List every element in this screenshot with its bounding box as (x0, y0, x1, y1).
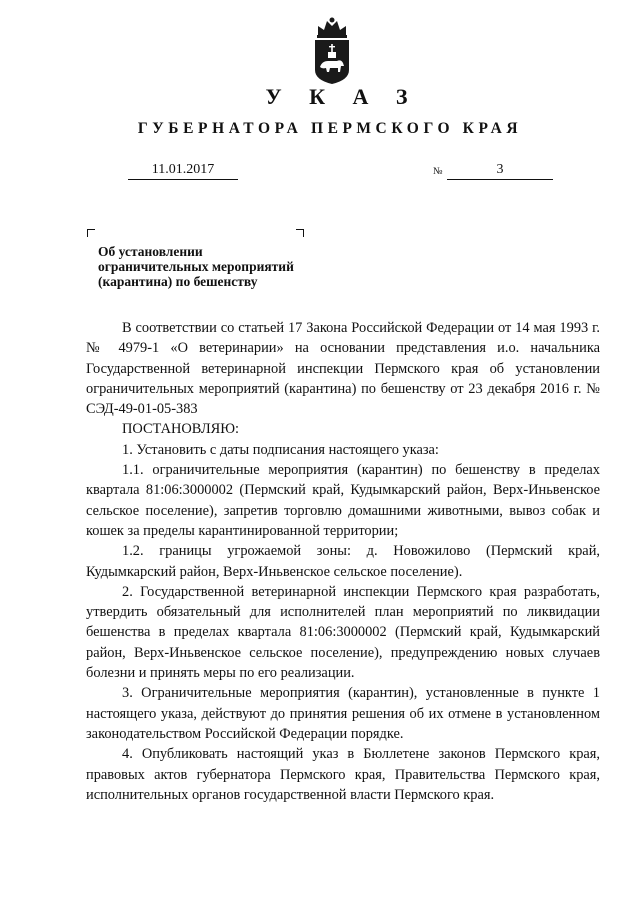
clause-1-2: 1.2. границы угрожаемой зоны: д. Новожилово (Пермский край, Кудымкарский район, Верх-Иньвенское сельское поселение). (86, 543, 600, 580)
heading-line: (карантина) по бешенству (98, 274, 258, 289)
preamble-paragraph: В соответствии со статьей 17 Закона Российской Федерации от 14 мая 1993 г. № 4979-1 «О ветеринарии» на основании представления и.о. начальника Государственной ветеринарной инспекции Пермского края об установлении ограничительных мероприятий (карантина) по бешенству от 23 декабря 2016 г. № СЭД-49-01-05-383 (86, 320, 600, 418)
decree-word: ПОСТАНОВЛЯЮ: (122, 421, 240, 438)
heading-line: ограничительных мероприятий (98, 259, 294, 274)
clause-1: 1. Установить с даты подписания настоящего указа: (122, 441, 439, 458)
heading-bracket-left (87, 229, 95, 237)
decree-heading (98, 244, 358, 289)
clause-4: 4. Опубликовать настоящий указ в Бюллетене законов Пермского края, правовых актов губернатора Пермского края, Правительства Пермского края, исполнительных органов государственной власти Пермского края. (86, 746, 600, 803)
clause-2: 2. Государственной ветеринарной инспекции Пермского края разработать, утвердить обязательный для исполнителей план мероприятий по ликвидации бешенства в пределах квартала 81:06:3000002 (Пермский край, Кудымкарский район, Верх-Иньвенское сельское поселение), предупреждению новых случаев болезни и принять меры по его реализации. (86, 583, 600, 682)
decree-number: 3 (447, 161, 553, 180)
perm-krai-coat-of-arms-icon (310, 14, 354, 86)
issuer-subtitle: ГУБЕРНАТОРА ПЕРМСКОГО КРАЯ (137, 120, 523, 137)
heading-line: Об установлении (98, 244, 203, 259)
decree-body (86, 318, 600, 805)
number-sign: № (433, 166, 443, 177)
decree-date: 11.01.2017 (128, 161, 238, 180)
clause-1-1: 1.1. ограничительные мероприятия (карантин) по бешенству в пределах квартала 81:06:3000002 (Пермский край, Кудымкарский район, Верх-Иньвенское сельское поселение), запретив торговлю домашними животными, вывоз собак и кошек за пределы карантинированной территории; (86, 462, 600, 539)
document-type-title: У К А З (265, 84, 419, 109)
heading-bracket-right (296, 229, 304, 237)
clause-3: 3. Ограничительные мероприятия (карантин), установленные в пункте 1 настоящего указа, действуют до принятия решения об их отмене в установленном законодательством Российской Федерации порядке. (86, 685, 600, 742)
